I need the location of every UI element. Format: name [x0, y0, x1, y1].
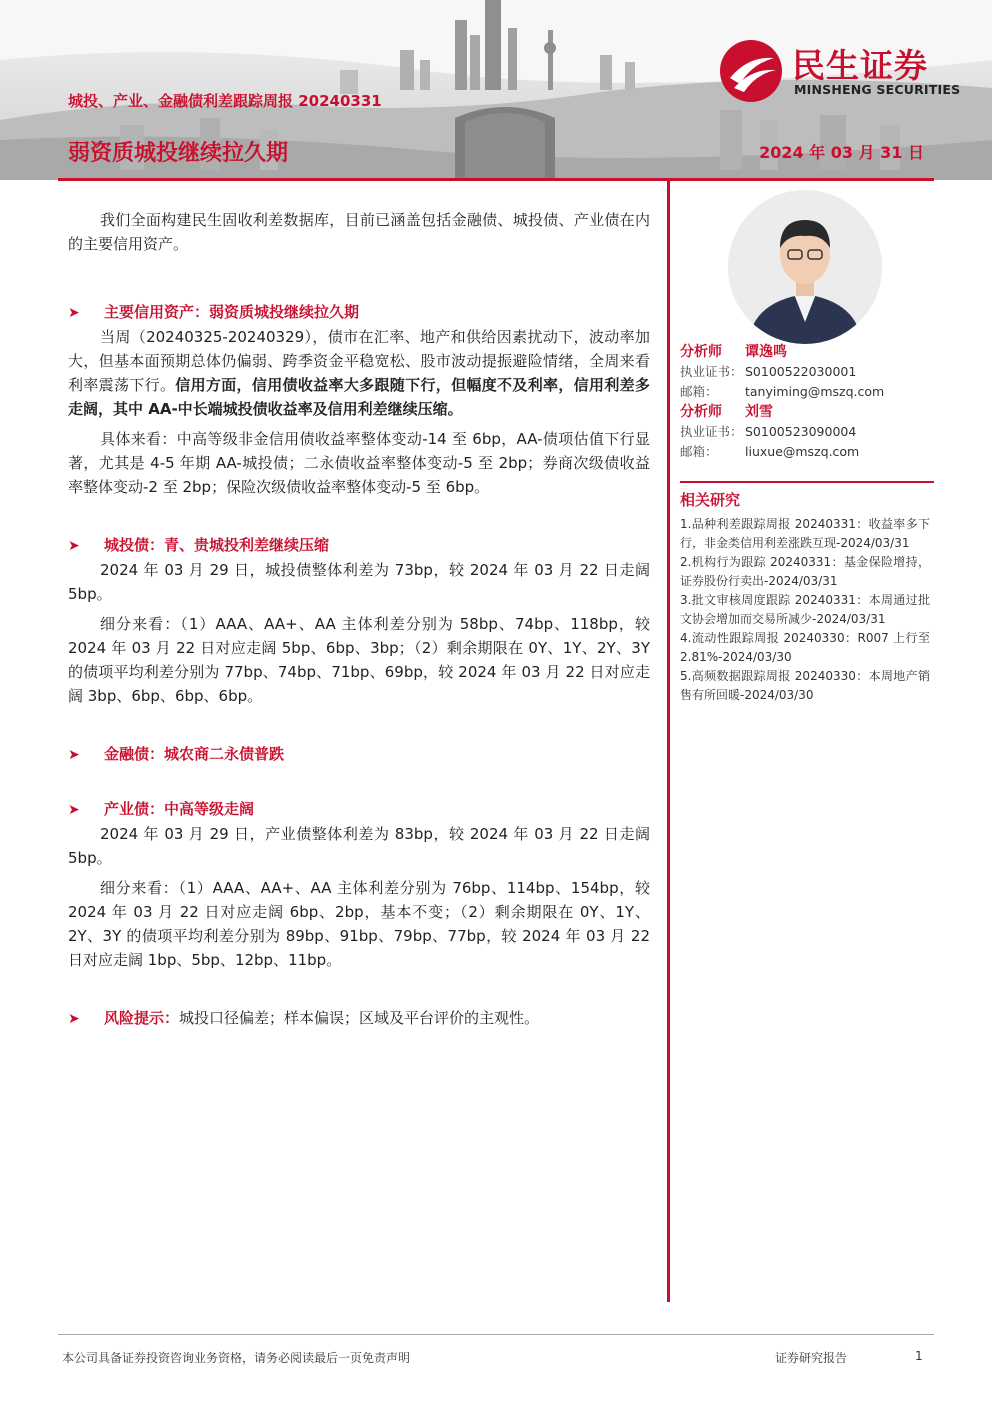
analyst-1-header — [680, 342, 932, 362]
header-divider — [58, 178, 934, 181]
related-research-item[interactable]: 5.高频数据跟踪周报 20240330：本周地产销售有所回暖-2024/03/30 — [680, 669, 930, 702]
arrow-bullet-icon: ➤ — [68, 538, 80, 554]
section-title: 金融债：城农商二永债普跌 — [104, 745, 285, 763]
report-series-title: 城投、产业、金融债利差跟踪周报 20240331 — [68, 92, 382, 110]
section-title: 风险提示： — [104, 1009, 180, 1027]
footer-report-type: 证券研究报告 — [775, 1351, 848, 1365]
analyst-2-email — [680, 442, 932, 462]
intro-paragraph: 我们全面构建民生固收利差数据库，目前已涵盖包括金融债、城投债、产业债在内的主要信用资产。 — [68, 211, 650, 253]
section-heading-industrial — [68, 797, 650, 822]
analyst-portrait-icon — [728, 190, 882, 344]
analyst-name: 谭逸鸣 — [745, 344, 787, 360]
section-title: 城投债：青、贵城投利差继续压缩 — [104, 536, 330, 554]
section-heading-chengtou — [68, 533, 650, 558]
section-heading-risk — [68, 1006, 650, 1031]
analyst-1-cert — [680, 362, 932, 382]
page-number: 1 — [915, 1349, 923, 1363]
brand-logo — [718, 38, 968, 104]
section-paragraph: 细分来看：（1）AAA、AA+、AA 主体利差分别为 58bp、74bp、118bp，较 2024 年 03 月 22 日对应走阔 5bp、6bp、3bp；（2）剩余期限在 0Y、1Y、2Y、3Y 的债项平均利差分别为 77bp、74bp、71bp、69bp，较 2024 年 03 月 22 日对应走阔 3bp、6bp、6bp、6bp。 — [68, 615, 650, 705]
brand-name-cn: 民生证券 — [792, 46, 928, 85]
spacer — [68, 714, 650, 742]
report-header-banner — [0, 0, 992, 180]
arrow-bullet-icon: ➤ — [68, 802, 80, 818]
footer-divider — [58, 1334, 934, 1335]
cert-label: 执业证书： — [680, 364, 743, 379]
section-heading-financial — [68, 742, 650, 767]
spacer — [68, 505, 650, 533]
analyst-name: 刘雪 — [745, 404, 773, 420]
arrow-bullet-icon: ➤ — [68, 1011, 80, 1027]
section-paragraph: 2024 年 03 月 29 日，产业债整体利差为 83bp，较 2024 年 03 月 22 日走阔 5bp。 — [68, 825, 650, 867]
main-content — [68, 208, 650, 1031]
email-link[interactable]: tanyiming@mszq.com — [745, 384, 885, 399]
brand-name-en: MINSHENG SECURITIES — [794, 82, 961, 97]
section-paragraph: 具体来看：中高等级非金信用债收益率整体变动-14 至 6bp，AA-债项估值下行显著，尤其是 4-5 年期 AA-城投债；二永债收益率整体变动-5 至 2bp；券商次级债收益率整体变动-2 至 2bp；保险次级债收益率整体变动-5 至 6bp。 — [68, 430, 650, 496]
related-research-item[interactable]: 2.机构行为跟踪 20240331：基金保险增持，证券股份行卖出-2024/03/31 — [680, 555, 930, 588]
arrow-bullet-icon: ➤ — [68, 305, 80, 321]
arrow-bullet-icon: ➤ — [68, 747, 80, 763]
spacer — [68, 262, 650, 300]
analyst-info — [680, 342, 932, 462]
minsheng-logo-icon — [718, 38, 784, 104]
related-research-title: 相关研究 — [680, 491, 741, 509]
risk-text: 城投口径偏差；样本偏误；区域及平台评价的主观性。 — [179, 1009, 540, 1027]
email-link[interactable]: liuxue@mszq.com — [745, 444, 860, 459]
cert-label: 执业证书： — [680, 424, 743, 439]
related-research-item[interactable]: 3.批文审核周度跟踪 20240331：本周通过批文协会增加而交易所减少-2024/03/31 — [680, 593, 930, 626]
paragraph-bold-text: 信用方面，信用债收益率大多跟随下行，但幅度不及利率，信用利差多走阔，其中 AA-中长端城投债收益率及信用利差继续压缩。 — [68, 376, 650, 418]
related-research-list — [680, 515, 930, 705]
analyst-2-header — [680, 402, 932, 422]
cert-number: S0100523090004 — [745, 424, 857, 439]
section-title: 产业债：中高等级走阔 — [104, 800, 255, 818]
analyst-role: 分析师 — [680, 404, 722, 420]
section-title: 主要信用资产：弱资质城投继续拉久期 — [104, 303, 360, 321]
analyst-photo — [728, 190, 882, 344]
sidebar-divider — [680, 481, 934, 483]
spacer — [68, 767, 650, 797]
paragraph-text: 当周（20240325-20240329），债市在汇率、地产和供给因素扰动下，波动率加大，但基本面预期总体仍偏弱、跨季资金平稳宽松、股市波动提振避险情绪，全周来看利率震荡下行。 — [68, 328, 650, 394]
section-paragraph — [68, 325, 650, 421]
spacer — [68, 978, 650, 1006]
email-label: 邮箱： — [680, 444, 718, 459]
related-research-item[interactable]: 1.品种利差跟踪周报 20240331：收益率多下行，非金类信用利差涨跌互现-2024/03/31 — [680, 517, 930, 550]
email-label: 邮箱： — [680, 384, 718, 399]
cert-number: S0100522030001 — [745, 364, 857, 379]
related-research-item[interactable]: 4.流动性跟踪周报 20240330：R007 上行至 2.81%-2024/03/30 — [680, 631, 930, 664]
report-title: 弱资质城投继续拉久期 — [68, 141, 289, 166]
footer-disclaimer: 本公司具备证券投资咨询业务资格，请务必阅读最后一页免责声明 — [62, 1351, 411, 1365]
column-divider — [667, 180, 670, 1302]
analyst-1-email — [680, 382, 932, 402]
analyst-2-cert — [680, 422, 932, 442]
section-paragraph: 2024 年 03 月 29 日，城投债整体利差为 73bp，较 2024 年 03 月 22 日走阔 5bp。 — [68, 561, 650, 603]
section-heading-main-credit — [68, 300, 650, 325]
analyst-role: 分析师 — [680, 344, 722, 360]
section-paragraph: 细分来看：（1）AAA、AA+、AA 主体利差分别为 76bp、114bp、154bp，较 2024 年 03 月 22 日对应走阔 6bp、2bp，基本不变；（2）剩余期限在 0Y、1Y、2Y、3Y 的债项平均利差分别为 89bp、91bp、79bp、77bp，较 2024 年 03 月 22 日对应走阔 1bp、5bp、12bp、11bp。 — [68, 879, 650, 969]
report-date: 2024 年 03 月 31 日 — [759, 143, 924, 162]
